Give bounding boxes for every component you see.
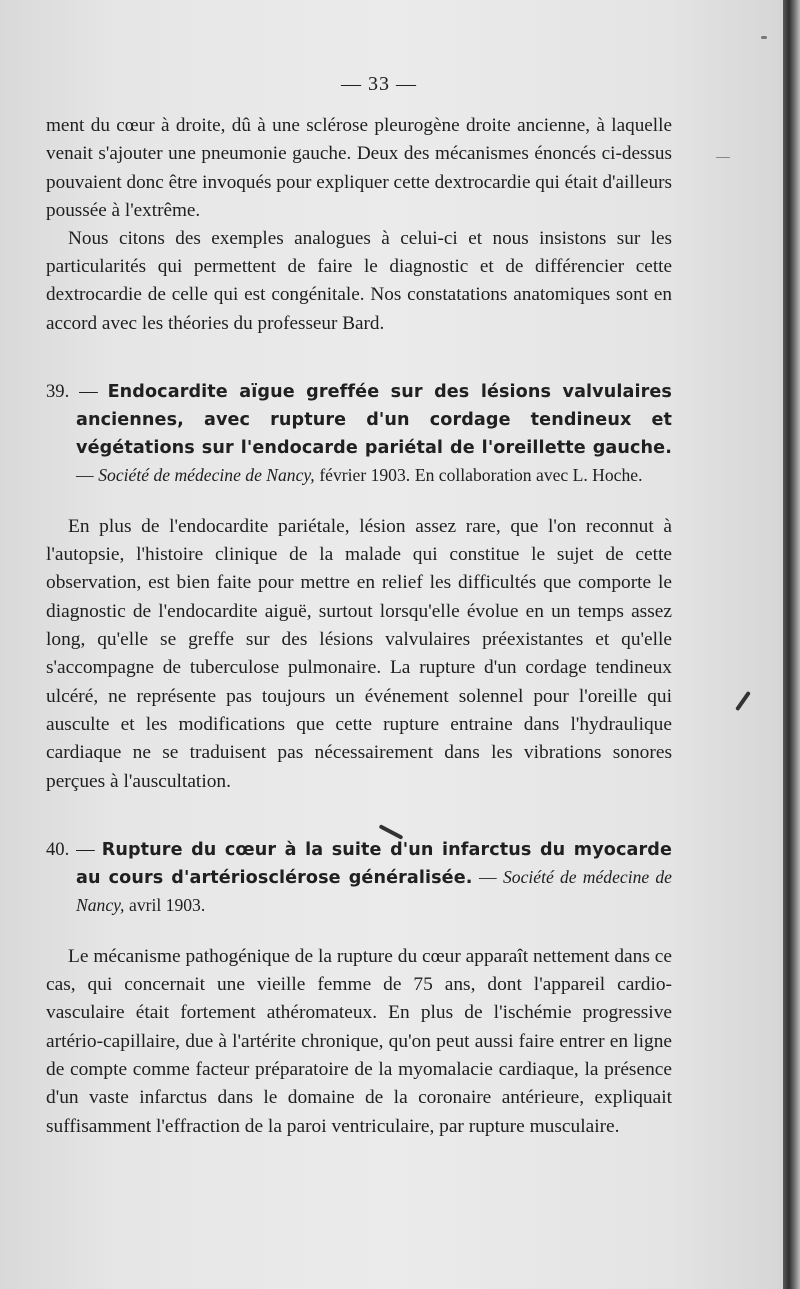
entry-collaboration: En collaboration avec L. Hoche. — [414, 464, 643, 485]
entry-body — [46, 513, 672, 796]
page-edge-shadow — [783, 0, 800, 1289]
entry-title: Rupture du cœur à la suite d'un infarctus du myocarde au cours d'artériosclérose généralisée. — [76, 839, 672, 888]
page-content — [46, 70, 672, 1141]
bibliography-entry-39 — [46, 378, 672, 796]
page-number: — 33 — — [341, 73, 417, 95]
entry-number: 39. — [46, 380, 70, 402]
entry-heading: 39. — Endocardite aïgue greffée sur des lésions valvulaires anciennes, avec rupture d'un cordage tendineux et végétations sur l'endocarde pariétal de l'oreillette gauche. — Société de médecine de Nancy, février 1903. En collaboration avec L. Hoche. — [46, 380, 672, 485]
ink-mark — [735, 691, 751, 711]
entry-paragraph: En plus de l'endocardite pariétale, lésion assez rare, que l'on reconnut à l'autopsie, l'histoire clinique de la malade qui constitue le sujet de cette observation, est bien faite pour mettre en relief les difficultés que comporte le diagnostic de l'endocardite aiguë, surtout lorsqu'elle évolue en un temps assez long, qu'elle se greffe sur des lésions valvulaires préexistantes et qu'elle s'accompagne de tuberculose pulmonaire. La rupture d'un cordage tendineux ulcéré, ne représente pas toujours un événement solennel pour l'oreille qui ausculte et les modifications que cette rupture entraine dans l'hydraulique cardiaque ne se traduisent pas nécessairement dans les vibrations sonores perçues à l'auscultation. — [46, 515, 672, 792]
ink-mark — [761, 36, 767, 39]
entry-dash: — — [478, 866, 497, 887]
bibliography-entry-40 — [46, 836, 672, 1141]
ink-mark — [716, 157, 730, 158]
entry-body — [46, 943, 672, 1141]
intro-paragraph-1: ment du cœur à droite, dû à une sclérose pleurogène droite ancienne, à laquelle venait s'ajouter une pneumonie gauche. Deux des mécanismes énoncés ci-dessus pouvaient donc être invoqués pour expliquer cette dextrocardie qui était d'ailleurs poussée à l'extrême. — [46, 115, 672, 221]
entry-dash: — — [76, 464, 94, 485]
entry-title: Endocardite aïgue greffée sur des lésions valvulaires anciennes, avec rupture d'un cordage tendineux et végétations sur l'endocarde pariétal de l'oreillette gauche. — [76, 381, 672, 458]
intro-paragraph-2: Nous citons des exemples analogues à celui-ci et nous insistons sur les particularités qui permettent de faire le diagnostic et de différencier cette dextrocardie de celle qui est congénitale. Nos constatations anatomiques sont en accord avec les théories du professeur Bard. — [46, 228, 672, 334]
entry-paragraph: Le mécanisme pathogénique de la rupture du cœur apparaît nettement dans ce cas, qui concernait une vieille femme de 75 ans, dont l'appareil cardio-vasculaire était fortement athéromateux. En plus de l'ischémie progressive artério-capillaire, due à l'artérite chronique, qu'on peut aussi faire entrer en ligne de compte comme facteur préparatoire de la myomalacie cardiaque, la présence d'un vaste infarctus dans le domaine de la coronaire antérieure, expliquait suffisamment l'effraction de la paroi ventriculaire, par rupture musculaire. — [46, 945, 672, 1137]
entry-society: Société de médecine de Nancy, — [76, 866, 672, 915]
entry-society: Société de médecine de Nancy, — [98, 464, 315, 485]
entry-number: 40. — [46, 838, 70, 860]
entry-heading: 40. — Rupture du cœur à la suite d'un infarctus du myocarde au cours d'artériosclérose généralisée. — Société de médecine de Nancy, avril 1903. — [46, 838, 672, 915]
entry-date: avril 1903. — [129, 894, 206, 915]
entry-date: février 1903. — [319, 464, 411, 485]
